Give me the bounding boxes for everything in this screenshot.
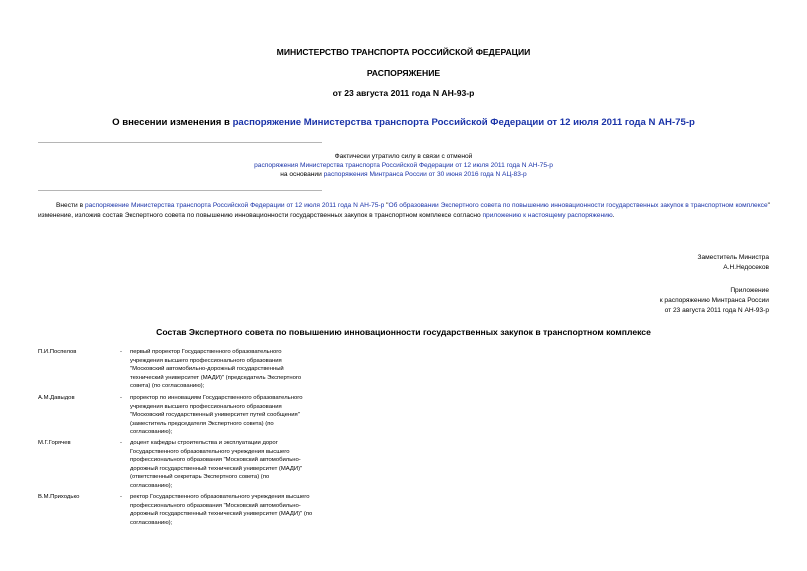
title-link[interactable]: распоряжение Министерства транспорта Российской Федерации от 12 июля 2011 года N АН-75-р	[232, 117, 695, 128]
body-text-4: .	[612, 212, 615, 219]
document-date-number: от 23 августа 2011 года N АН-93-р	[332, 88, 475, 98]
body-paragraph	[38, 201, 770, 221]
lost-force-notice	[0, 152, 807, 179]
appendix-date: от 23 августа 2011 года N АН-93-р	[664, 307, 769, 314]
body-text-2: "	[384, 202, 389, 209]
lost-force-line3	[0, 170, 807, 179]
lost-force-link2[interactable]: распоряжения Минтранса России от 30 июня 2016 года N АЦ-83-р	[323, 171, 527, 178]
body-link-title[interactable]: Об образовании Экспертного совета по повышению инновационности государственных закупок в транспортном комплексе	[388, 202, 768, 209]
document-type: РАСПОРЯЖЕНИЕ	[366, 68, 441, 78]
signature-block	[697, 253, 769, 273]
member-desc-line: дорожный государственный технический университет (МАДИ)"	[130, 465, 303, 472]
member-dash: -	[120, 349, 122, 355]
body-text-1: Внести в	[56, 202, 85, 209]
member-desc-line: дорожный государственный технический университет (МАДИ)" (по	[130, 511, 313, 518]
member-desc-line: согласованию);	[130, 429, 173, 436]
member-name: А.М.Давыдов	[38, 395, 75, 401]
member-desc-line: "Московский государственный университет путей сообщения"	[130, 412, 300, 419]
appendix-ref: к распоряжению Минтранса России	[659, 297, 769, 304]
member-desc-line: Государственного образовательного учреждения высшего	[130, 448, 290, 455]
member-desc-line: профессионального образования "Московский автомобильно-	[130, 502, 301, 509]
lost-force-link1[interactable]: распоряжения Министерства транспорта Российской Федерации от 12 июля 2011 года N АН-75-р	[254, 162, 553, 169]
divider-top	[38, 142, 322, 143]
document-title	[0, 117, 807, 128]
ministry-heading: МИНИСТЕРСТВО ТРАНСПОРТА РОССИЙСКОЙ ФЕДЕРАЦИИ	[276, 47, 531, 57]
member-desc-line: первый проректор Государственного образовательного	[130, 349, 282, 355]
member-dash: -	[120, 395, 122, 401]
member-desc-line: доцент кафедры строительства и эксплуатации дорог	[130, 440, 278, 446]
member-description	[130, 348, 350, 391]
body-link-order[interactable]: распоряжение Министерства транспорта Российской Федерации от 12 июля 2011 года N АН-75-р	[84, 202, 385, 209]
member-desc-line: учреждения высшего профессионального образования	[130, 403, 282, 410]
appendix-label: Приложение	[730, 287, 769, 294]
member-desc-line: технический университет (МАДИ)" (председатель Экспертного	[130, 374, 302, 381]
member-desc-line: согласованию);	[130, 519, 173, 526]
body-link-appendix[interactable]: приложению к настоящему распоряжению	[482, 212, 613, 219]
member-desc-line: проректор по инновациям Государственного образовательного	[130, 395, 303, 401]
member-name: П.И.Поспелов	[38, 349, 77, 355]
member-desc-line: (заместитель председателя Экспертного совета) (по	[130, 420, 274, 427]
member-description	[130, 493, 350, 527]
lost-force-line3-prefix: на основании	[280, 171, 324, 178]
body-text-3: " изменение, изложив состав Экспертного совета по повышению инновационности государственных закупок в транспортном комплексе согласно	[38, 202, 770, 219]
lost-force-line1: Фактически утратило силу в связи с отменой	[334, 153, 473, 160]
member-name: М.Г.Горячев	[38, 440, 71, 446]
member-desc-line: (ответственный секретарь Экспертного совета) (по	[130, 474, 270, 481]
member-description	[130, 394, 350, 437]
member-desc-line: согласованию);	[130, 482, 173, 489]
member-dash: -	[120, 440, 122, 446]
member-desc-line: профессионального образования "Московский автомобильно-	[130, 457, 301, 464]
signature-position: Заместитель Министра	[697, 254, 769, 261]
appendix-block	[660, 286, 769, 316]
divider-bottom	[38, 190, 322, 191]
member-desc-line: ректор Государственного образовательного учреждения высшего	[130, 494, 310, 500]
composition-title: Состав Экспертного совета по повышению инновационности государственных закупок в транспортном комплексе	[156, 327, 651, 337]
member-desc-line: учреждения высшего профессионального образования	[130, 357, 282, 364]
member-dash: -	[120, 494, 122, 500]
member-desc-line: совета) (по согласованию);	[130, 383, 205, 390]
member-desc-line: "Московский автомобильно-дорожный государственный	[130, 366, 284, 373]
signature-name: А.Н.Недосеков	[723, 264, 769, 271]
title-prefix: О внесении изменения в	[112, 117, 233, 128]
member-name: В.М.Приходько	[38, 494, 80, 500]
member-description	[130, 439, 350, 491]
